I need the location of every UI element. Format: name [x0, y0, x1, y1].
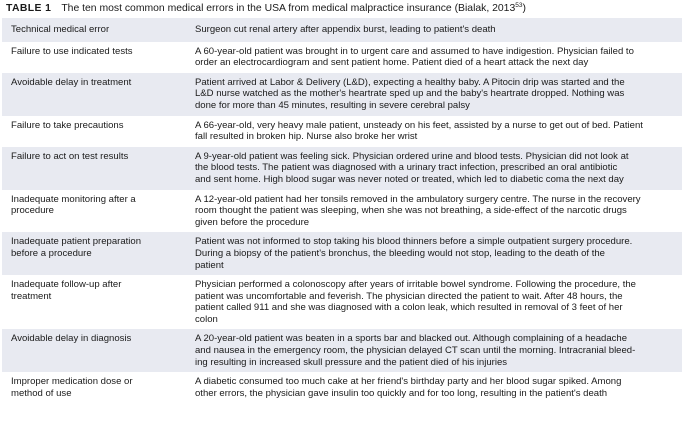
table-row	[2, 329, 682, 372]
table-header-row	[2, 18, 682, 42]
technical-error-text: treatment	[11, 290, 52, 302]
example-text: order an electrocardiogram and sent patient home. Patient died of a heart attack the next day	[195, 57, 589, 69]
example-text: and sent home. High blood sugar was never noted or treated, which led to diabetic coma the next day	[195, 173, 624, 185]
technical-error-text: procedure	[11, 205, 54, 217]
example-text: A 20-year-old patient was beaten in a sports bar and blacked out. Although complaining of a headache	[195, 333, 628, 345]
table-row	[2, 42, 682, 73]
example-text: room thought the patient was sleeping, when she was not breathing, a side-effect of the narcotic drugs	[195, 205, 627, 217]
caption-reference: 53	[515, 2, 523, 9]
example-text: patient called 911 and she was diagnosed with a colon leak, which resulted in removal of 3 feet of her	[195, 302, 623, 314]
technical-error-text: before a procedure	[11, 247, 92, 259]
example-cell	[186, 147, 682, 190]
technical-error-text: Failure to take precautions	[11, 119, 124, 131]
example-text: and nausea in the emergency room, the physician delayed CT scan until the morning. Intracranial bleed-	[195, 345, 636, 357]
example-text: given before the procedure	[195, 216, 310, 228]
example-text: During a biopsy of the patient's bronchus, the bleeding would not stop, leading to the death of the	[195, 247, 605, 259]
example-text: Patient arrived at Labor & Delivery (L&D), expecting a healthy baby. A Pitocin drip was started and the	[195, 76, 625, 88]
example-cell	[186, 275, 682, 329]
example-text: A 9-year-old patient was feeling sick. Physician ordered urine and blood tests. Physician did not look at	[195, 150, 629, 162]
technical-error-cell	[2, 372, 186, 403]
example-cell	[186, 42, 682, 73]
caption-text: The ten most common medical errors in the USA from medical malpractice insurance (Bialak, 2013	[61, 3, 516, 14]
technical-error-cell	[2, 275, 186, 329]
example-cell	[186, 232, 682, 275]
example-text: ing resulting in increased skull pressure and the patient died of his injuries	[195, 356, 508, 368]
table-row	[2, 372, 682, 403]
example-cell	[186, 329, 682, 372]
medical-errors-table	[2, 18, 682, 403]
technical-error-text: Avoidable delay in diagnosis	[11, 333, 132, 345]
example-text: done for more than 45 minutes, resulting in severe cerebral palsy	[195, 99, 470, 111]
example-text: other errors, the physician gave insulin too quickly and for too long, resulting in the patient's death	[195, 387, 608, 399]
technical-error-text: Avoidable delay in treatment	[11, 76, 132, 88]
technical-error-cell	[2, 147, 186, 190]
table-row	[2, 147, 682, 190]
technical-error-text: Failure to use indicated tests	[11, 45, 133, 57]
header-technical-error: Technical medical error	[11, 24, 110, 35]
technical-error-cell	[2, 73, 186, 116]
example-text: fall resulted in broken hip. Nurse also broke her wrist	[195, 131, 418, 143]
example-cell	[186, 190, 682, 233]
table-caption	[2, 0, 681, 16]
example-text: A diabetic consumed too much cake at her friend's birthday party and her blood sugar spiked. Among	[195, 376, 622, 388]
example-text: A 60-year-old patient was brought in to urgent care and assumed to have indigestion. Physician failed to	[195, 45, 634, 57]
example-text: Patient was not informed to stop taking his blood thinners before a simple outpatient surgery procedure.	[195, 236, 633, 248]
table-row	[2, 232, 682, 275]
example-cell	[186, 116, 682, 147]
example-text: A 66-year-old, very heavy male patient, unsteady on his feet, assisted by a nurse to get out of bed. Patient	[195, 119, 643, 131]
technical-error-text: Failure to act on test results	[11, 150, 129, 162]
table-row	[2, 73, 682, 116]
technical-error-cell	[2, 329, 186, 372]
technical-error-text: Inadequate patient preparation	[11, 236, 142, 248]
technical-error-cell	[2, 232, 186, 275]
example-text: patient	[195, 259, 224, 271]
technical-error-cell	[2, 116, 186, 147]
example-cell	[186, 372, 682, 403]
example-text: Physician performed a colonoscopy after years of irritable bowel syndrome. Following the procedure, the	[195, 279, 636, 291]
example-text: the blood tests. The patient was diagnosed with a urinary tract infection, prescribed an oral antibiotic	[195, 162, 618, 174]
technical-error-text: Inadequate monitoring after a	[11, 193, 136, 205]
caption-close: )	[522, 3, 526, 14]
technical-error-text: Improper medication dose or	[11, 376, 133, 388]
technical-error-cell	[2, 190, 186, 233]
technical-error-text: method of use	[11, 387, 72, 399]
example-text: L&D nurse watched as the mother's heartrate sped up and the baby's heartrate dropped. Nothing was	[195, 88, 625, 100]
technical-error-cell	[2, 42, 186, 73]
table-row	[2, 275, 682, 329]
example-text: colon	[195, 313, 218, 325]
example-cell	[186, 73, 682, 116]
table-body	[2, 42, 682, 404]
example-text: A 12-year-old patient had her tonsils removed in the ambulatory surgery centre. The nurse in the recovery	[195, 193, 641, 205]
technical-error-text: Inadequate follow-up after	[11, 279, 122, 291]
table-label: TABLE 1	[6, 3, 52, 14]
example-text: patient was uncomfortable and feverish. The physician directed the patient to wait. After 48 hours, the	[195, 290, 623, 302]
table-row	[2, 190, 682, 233]
header-example: Surgeon cut renal artery after appendix burst, leading to patient's death	[195, 24, 496, 35]
table-row	[2, 116, 682, 147]
